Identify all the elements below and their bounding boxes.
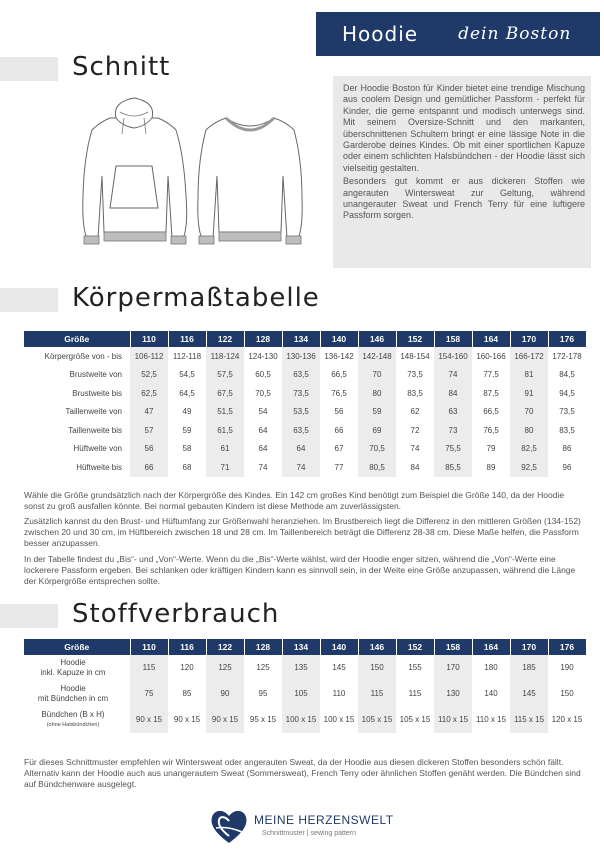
- row-label-main: Hoodie: [60, 684, 86, 693]
- table-cell: 62: [410, 407, 420, 416]
- table-cell: 115 x 15: [510, 707, 548, 733]
- row-label: Brustweite von: [69, 370, 122, 380]
- table-cell: 140: [484, 689, 498, 699]
- table-cell: 85,5: [434, 458, 472, 477]
- page-title: Hoodie: [342, 22, 419, 46]
- table-cell: 120: [180, 663, 194, 673]
- table-row: [24, 366, 586, 385]
- table-cell: 83,5: [559, 425, 575, 435]
- size-header-170: 170: [510, 331, 548, 347]
- table-cell: 75,5: [434, 440, 472, 459]
- table-cell: 190: [560, 663, 574, 673]
- size-header-116: 116: [168, 639, 206, 655]
- table-cell: 66,5: [483, 407, 499, 416]
- table-cell: 130-136: [282, 347, 320, 366]
- table-cell: 105 x 15: [358, 707, 396, 733]
- table-cell: 160-166: [476, 351, 506, 361]
- hoodie-front-drawing: [80, 96, 188, 248]
- table-cell: 142-148: [358, 347, 396, 366]
- table-cell: 120 x 15: [551, 715, 583, 725]
- table-cell: 87,5: [483, 388, 499, 398]
- table-cell: 74: [282, 458, 320, 477]
- brand-logo: [208, 806, 408, 850]
- section-bar-body: [0, 288, 58, 312]
- table-cell: 73: [434, 421, 472, 440]
- table-cell: 70: [510, 403, 548, 422]
- size-header-146: 146: [358, 639, 396, 655]
- table-cell: 75: [130, 681, 168, 707]
- table-cell: 63,5: [282, 366, 320, 385]
- table-cell: 59: [182, 425, 192, 435]
- description-paragraph-1: Der Hoodie Boston für Kinder bietet eine trendige Mischung aus coolem Design und gemütlicher Passform - perfekt für Kinder, die gerne entspannt und modisch unterwegs sind. Mit seinem Oversize-Schnitt und den markanten, überschnittenen Schultern bringt er eine lässige Note in die Garderobe deines Kindes. Ob mit einer sportlichen Kapuze oder einem schlichten Halsbündchen - der Hoodie lässt sich vielseitig gestalten.: [343, 83, 585, 173]
- size-header-110: 110: [130, 331, 168, 347]
- body-text-3: In der Tabelle findest du „Bis“- und „Von“-Werte. Wenn du die „Bis“-Werte wählst, wird der Hoodie enger sitzen, während die „Von“-Werte eine lockerere Passform ergeben. Bei schlanken oder kräftigen Kindern kann es sinnvoll sein, in der Weite eine Größe anzupassen, während die Länge der Körpergröße entsprechen sollte.: [24, 554, 576, 587]
- table-cell: 69: [358, 421, 396, 440]
- table-cell: 57,5: [206, 366, 244, 385]
- table-cell: 100 x 15: [282, 707, 320, 733]
- table-cell: 106-112: [130, 347, 168, 366]
- table-row: [24, 458, 586, 477]
- table-cell: 170: [434, 655, 472, 681]
- description-box: [333, 76, 591, 268]
- size-header-134: 134: [282, 639, 320, 655]
- table-cell: 58: [182, 444, 192, 453]
- table-cell: 74: [434, 366, 472, 385]
- table-cell: 135: [282, 655, 320, 681]
- table-cell: 68: [182, 462, 192, 472]
- row-label: Taillenweite bis: [68, 425, 122, 435]
- row-label: [24, 681, 130, 707]
- table-cell: 49: [182, 407, 192, 416]
- table-cell: 70: [358, 366, 396, 385]
- table-cell: 91: [510, 384, 548, 403]
- size-header-140: 140: [320, 639, 358, 655]
- table-cell: 73,5: [407, 370, 423, 379]
- table-cell: 94,5: [559, 388, 575, 398]
- size-header-158: 158: [434, 331, 472, 347]
- size-header-152: 152: [396, 331, 434, 347]
- row-label-main: Hoodie: [60, 658, 86, 667]
- table-cell: 82,5: [510, 440, 548, 459]
- table-cell: 54: [258, 407, 268, 416]
- table-cell: 60,5: [255, 370, 271, 379]
- size-header-128: 128: [244, 639, 282, 655]
- table-cell: 136-142: [324, 351, 354, 361]
- table-cell: 61,5: [206, 421, 244, 440]
- table-cell: 52,5: [130, 366, 168, 385]
- description-paragraph-2: Besonders gut kommt er aus dickeren Stoffen wie angerauten Wintersweat zur Geltung, während unangerauter Sweat und French Terry für eine luftigere Passform sorgen.: [343, 176, 585, 221]
- table-cell: 92,5: [510, 458, 548, 477]
- table-cell: 76,5: [483, 425, 499, 435]
- table-cell: 154-160: [434, 347, 472, 366]
- size-header-176: 176: [548, 639, 586, 655]
- table-cell: 72: [410, 425, 420, 435]
- table-cell: 115: [358, 681, 396, 707]
- table-cell: 110 x 15: [434, 707, 472, 733]
- table-cell: 47: [130, 403, 168, 422]
- size-header-140: 140: [320, 331, 358, 347]
- table-cell: 84: [434, 384, 472, 403]
- table-cell: 81: [510, 366, 548, 385]
- table-cell: 155: [408, 663, 422, 673]
- table-cell: 85: [182, 689, 192, 699]
- size-header-122: 122: [206, 331, 244, 347]
- table-row: [24, 384, 586, 403]
- table-cell: 73,5: [282, 384, 320, 403]
- table-cell: 53,5: [282, 403, 320, 422]
- brand-name: MEINE HERZENSWELT: [254, 813, 394, 827]
- table-row: [24, 681, 586, 707]
- table-cell: 64,5: [179, 388, 195, 398]
- table-cell: 125: [256, 663, 270, 673]
- table-cell: 96: [562, 462, 572, 472]
- row-label-sub: mit Bündchen in cm: [37, 694, 109, 703]
- table-cell: 105: [282, 681, 320, 707]
- size-header-158: 158: [434, 639, 472, 655]
- table-cell: 83,5: [407, 388, 423, 398]
- size-header-134: 134: [282, 331, 320, 347]
- body-text-2: Zusätzlich kannst du den Brust- und Hüftumfang zur Größenwahl heranziehen. Im Brustbereich liegt die Differenz in den mittleren Größen (134-152) zwischen 20 und 30 cm, im Hüftbereich zwischen 18 und 28 cm. Im Taillenbereich beträgt die Differenz 28-38 cm. Diese Maße helfen, die Passform besser anzupassen.: [24, 516, 581, 549]
- table-row: [24, 403, 586, 422]
- size-header-122: 122: [206, 639, 244, 655]
- table-cell: 56: [130, 440, 168, 459]
- table-cell: 125: [206, 655, 244, 681]
- row-label-sub: inkl. Kapuze in cm: [40, 668, 106, 677]
- row-label: Körpergröße von - bis: [44, 351, 122, 361]
- table-cell: 150: [560, 689, 574, 699]
- table-cell: 100 x 15: [323, 715, 355, 725]
- table-cell: 77: [334, 462, 344, 472]
- row-label: Taillenweite von: [65, 407, 122, 417]
- table-cell: 118-124: [206, 347, 244, 366]
- table-cell: 90: [206, 681, 244, 707]
- section-title-body: Körpermaßtabelle: [72, 283, 320, 313]
- table-cell: 70,5: [255, 388, 271, 398]
- table-cell: 64: [258, 425, 268, 435]
- section-title-fabric: Stoffverbrauch: [72, 599, 280, 629]
- title-script: dein Boston: [458, 24, 572, 44]
- table-cell: 63,5: [282, 421, 320, 440]
- fabric-text: Für dieses Schnittmuster empfehlen wir Wintersweat oder angerauten Sweat, da der Hoodie aus diesen dickeren Stoffen besonders schön fällt. Alternativ kann der Hoodie auch aus unangerautem Sweat (Sommersweat), French Terry oder ähnlichen Stoffen genäht werden. Die Bündchen sind auf Bündchenware ausgelegt.: [24, 757, 581, 790]
- body-text-1: Wähle die Größe grundsätzlich nach der Körpergröße des Kindes. Ein 142 cm großes Kind benötigt zum Beispiel die Größe 140, da der Hoodie sonst zu groß ausfallen könnte. Bei normal gebauten Kindern ist diese Methode am zuverlässigsten.: [24, 490, 565, 512]
- table-cell: 166-172: [510, 347, 548, 366]
- table-cell: 64: [282, 440, 320, 459]
- row-label-sub: (ohne Halsbündchen): [46, 722, 100, 728]
- title-banner: [316, 12, 600, 56]
- table-cell: 73,5: [559, 407, 575, 416]
- section-bar-fabric: [0, 604, 58, 628]
- table-cell: 95: [258, 689, 268, 699]
- table-cell: 145: [332, 663, 346, 673]
- table-cell: 74: [410, 444, 420, 453]
- row-label: Hüftweite von: [73, 444, 122, 454]
- size-header-152: 152: [396, 639, 434, 655]
- table-cell: 90 x 15: [206, 707, 244, 733]
- heart-logo-icon: [208, 806, 250, 846]
- table-cell: 64: [258, 444, 268, 453]
- table-cell: 90 x 15: [130, 707, 168, 733]
- section-bar-schnitt: [0, 57, 58, 81]
- table-cell: 66: [334, 425, 344, 435]
- size-header-164: 164: [472, 639, 510, 655]
- table-cell: 185: [510, 655, 548, 681]
- table-cell: 80: [510, 421, 548, 440]
- table-cell: 77,5: [483, 370, 499, 379]
- table-cell: 80: [358, 384, 396, 403]
- table-row: [24, 707, 586, 733]
- table-cell: 84,5: [559, 370, 575, 379]
- fabric_table-header-label: Größe: [24, 639, 130, 655]
- table-cell: 70,5: [358, 440, 396, 459]
- table-cell: 115: [408, 689, 422, 699]
- table-cell: 86: [562, 444, 572, 453]
- table-cell: 145: [510, 681, 548, 707]
- row-label: [24, 707, 130, 733]
- table-cell: 56: [334, 407, 344, 416]
- table-cell: 66: [130, 458, 168, 477]
- table-cell: 74: [258, 462, 268, 472]
- table-row: [24, 440, 586, 459]
- table-cell: 84: [410, 462, 420, 472]
- table-cell: 51,5: [206, 403, 244, 422]
- table-row: [24, 347, 586, 366]
- table-cell: 110 x 15: [475, 715, 507, 725]
- table-cell: 57: [130, 421, 168, 440]
- size-header-170: 170: [510, 639, 548, 655]
- table-cell: 89: [486, 462, 496, 472]
- table-cell: 124-130: [248, 351, 278, 361]
- size-header-128: 128: [244, 331, 282, 347]
- table-cell: 110: [332, 689, 346, 699]
- table-cell: 67,5: [206, 384, 244, 403]
- table-cell: 63: [434, 403, 472, 422]
- row-label: [24, 655, 130, 681]
- row-label: Brustweite bis: [72, 388, 122, 398]
- table-cell: 62,5: [130, 384, 168, 403]
- table-cell: 90 x 15: [173, 715, 201, 725]
- table-cell: 67: [334, 444, 344, 453]
- row-label: Hüftweite bis: [76, 462, 122, 472]
- table-row: [24, 655, 586, 681]
- table-cell: 130: [434, 681, 472, 707]
- table-cell: 76,5: [331, 388, 347, 398]
- table-cell: 115: [130, 655, 168, 681]
- table-cell: 180: [484, 663, 498, 673]
- size-header-110: 110: [130, 639, 168, 655]
- table-cell: 112-118: [172, 351, 202, 361]
- brand-subtitle: Schnittmuster | sewing pattern: [262, 830, 357, 837]
- table-cell: 66,5: [331, 370, 347, 379]
- table-cell: 172-178: [552, 351, 582, 361]
- table-cell: 148-154: [400, 351, 430, 361]
- size-header-116: 116: [168, 331, 206, 347]
- size-header-164: 164: [472, 331, 510, 347]
- table-cell: 105 x 15: [399, 715, 431, 725]
- size-header-146: 146: [358, 331, 396, 347]
- fabric-consumption-table: [24, 639, 587, 733]
- table-cell: 95 x 15: [249, 715, 277, 725]
- body-measurement-table: [24, 331, 587, 477]
- table-cell: 80,5: [358, 458, 396, 477]
- table-cell: 79: [486, 444, 496, 453]
- table-cell: 71: [206, 458, 244, 477]
- size-header-176: 176: [548, 331, 586, 347]
- table-cell: 54,5: [179, 370, 195, 379]
- table-row: [24, 421, 586, 440]
- section-title-schnitt: Schnitt: [72, 52, 171, 82]
- row-label-main: Bündchen (B x H): [41, 710, 105, 719]
- table-cell: 150: [358, 655, 396, 681]
- table-cell: 59: [358, 403, 396, 422]
- table-cell: 61: [206, 440, 244, 459]
- sweater-drawing: [196, 112, 304, 248]
- body_table-header-label: Größe: [24, 331, 130, 347]
